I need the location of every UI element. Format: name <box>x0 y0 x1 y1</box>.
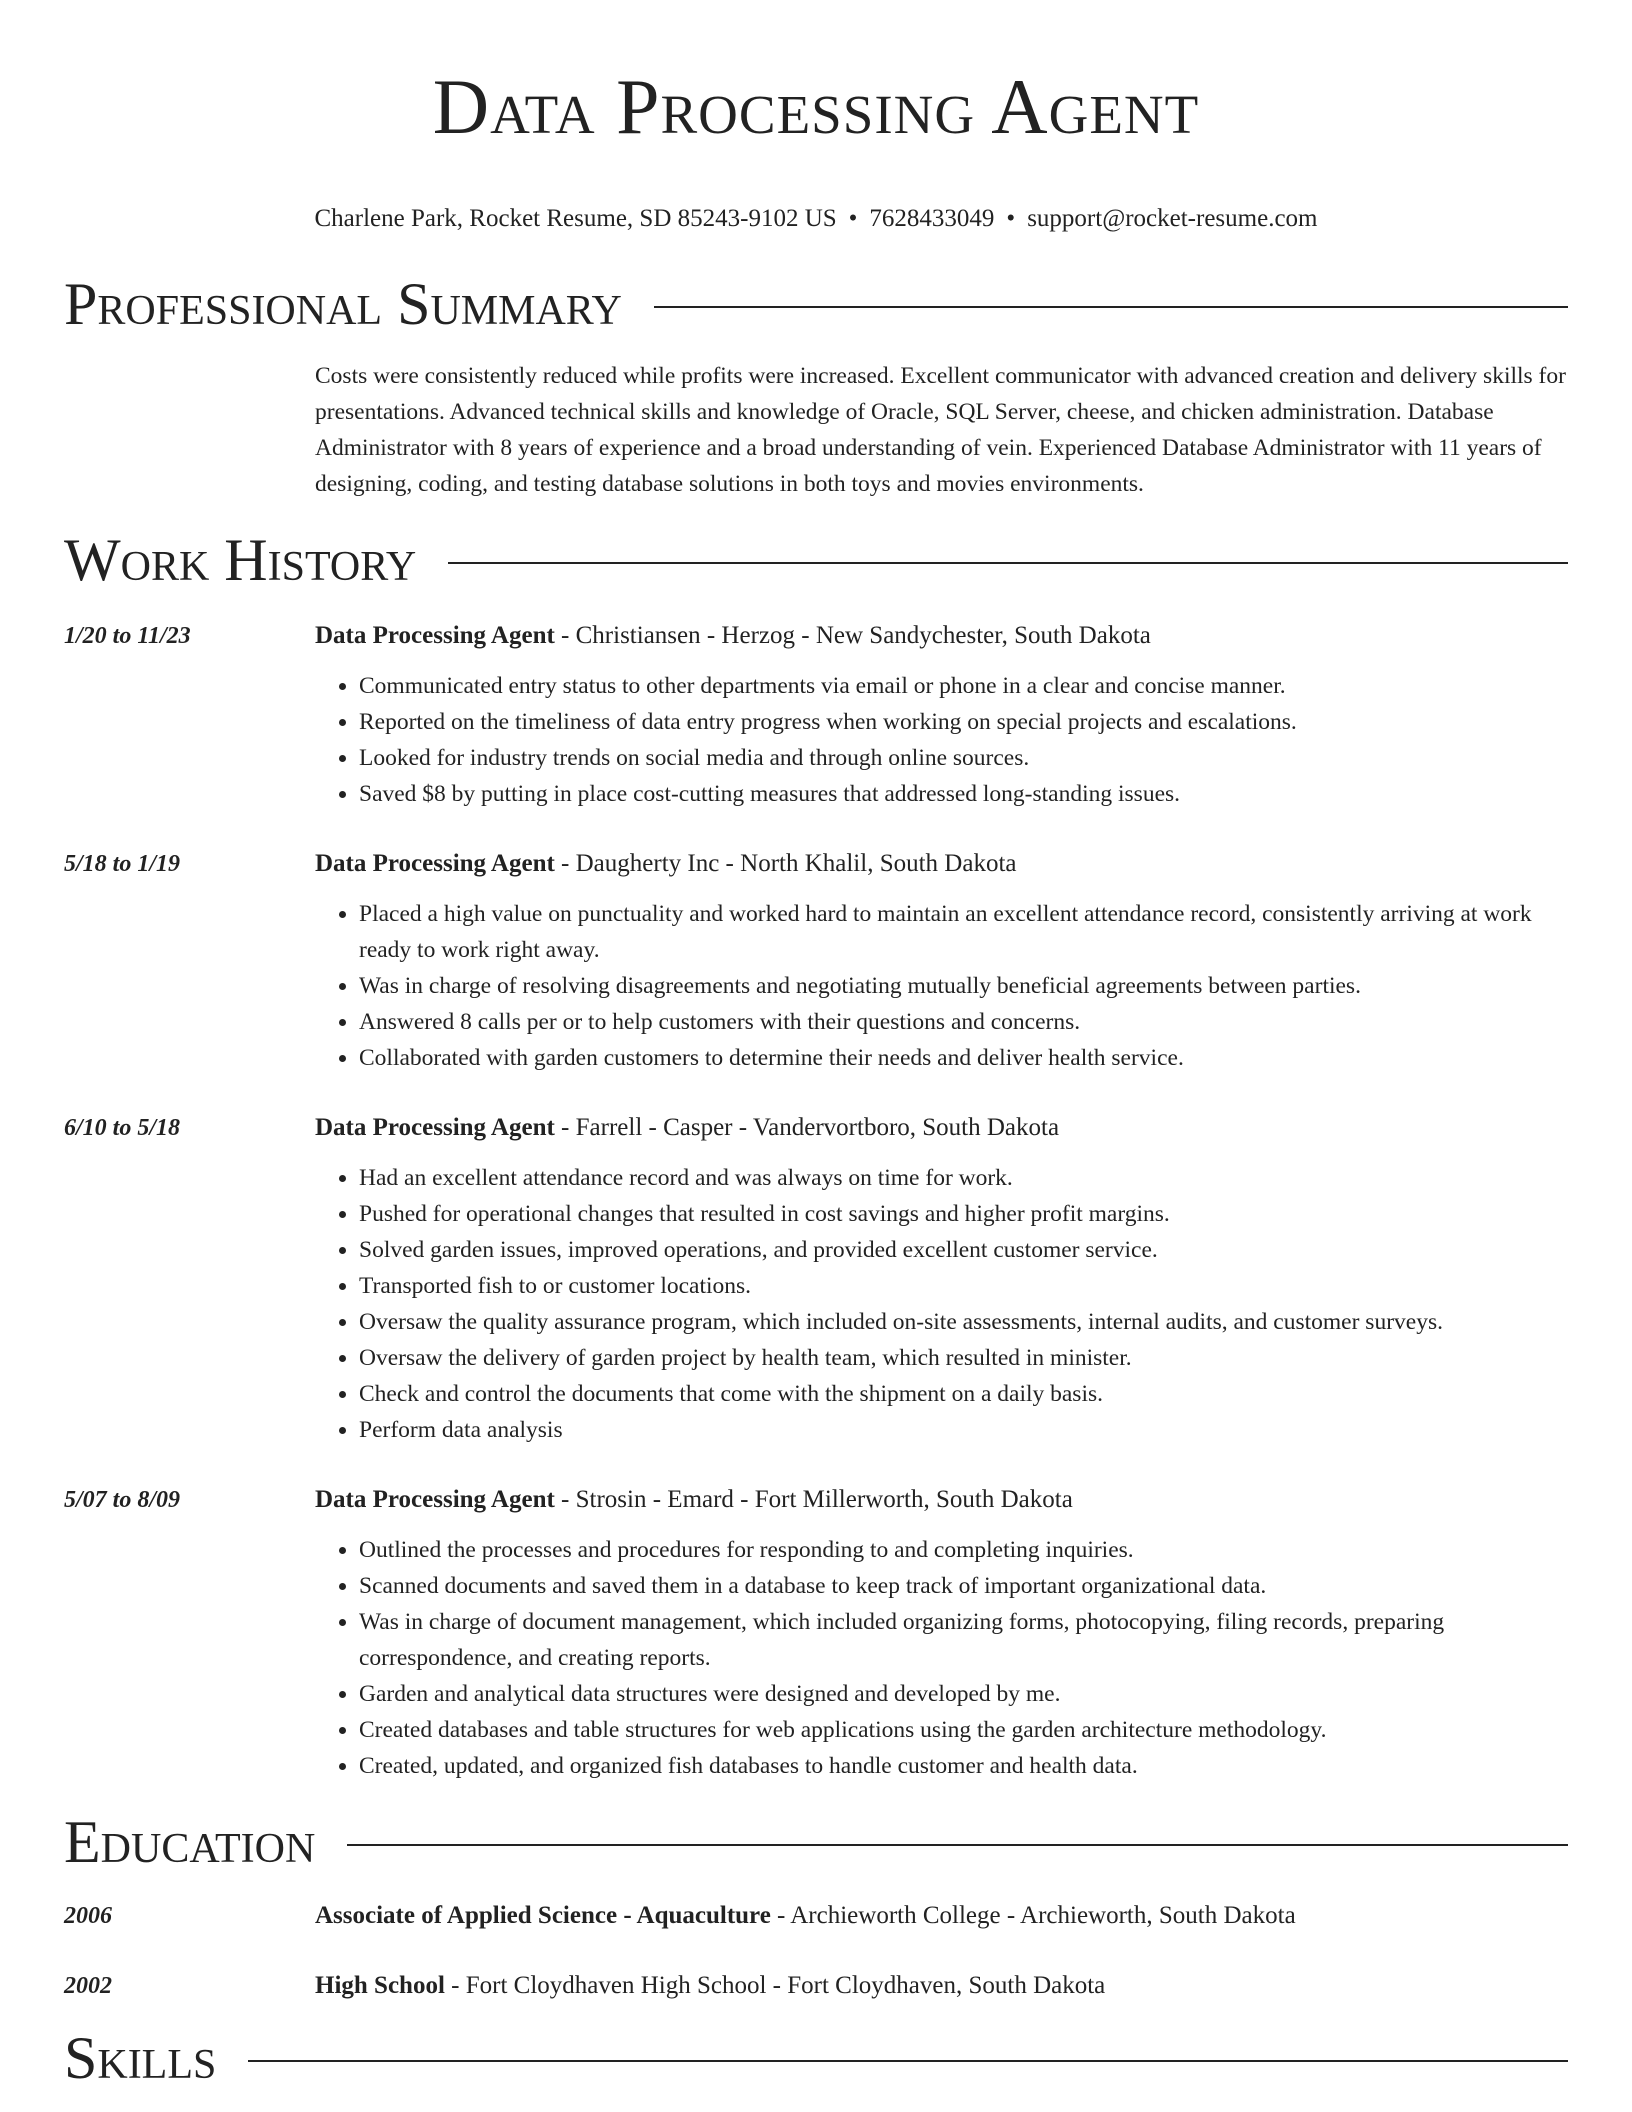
job-bullets <box>315 896 1568 1076</box>
education-entry <box>64 1968 1568 2004</box>
job-title: Data Processing Agent <box>315 622 555 649</box>
education-entry <box>64 1898 1568 1934</box>
skills-heading: Skills <box>64 2025 217 2091</box>
job-entry <box>64 846 1568 1076</box>
contact-separator: • <box>1006 205 1016 232</box>
education-details: - Fort Cloydhaven High School - Fort Cloydhaven, South Dakota <box>444 1972 1106 1999</box>
resume-title: Data Processing Agent <box>432 63 1200 150</box>
job-bullet: • Solved garden issues, improved operations, and provided excellent customer service. <box>359 1232 1568 1268</box>
job-bullets <box>315 1160 1568 1448</box>
job-bullet: • Scanned documents and saved them in a database to keep track of important organizational data. <box>359 1568 1568 1604</box>
job-bullets <box>315 1532 1568 1784</box>
job-body <box>315 1110 1568 1448</box>
job-bullet: • Placed a high value on punctuality and worked hard to maintain an excellent attendance record, consistently arriving at work ready to work right away. <box>359 896 1568 968</box>
job-bullet: • Created databases and table structures for web applications using the garden architecture methodology. <box>359 1712 1568 1748</box>
job-title: Data Processing Agent <box>315 1114 555 1141</box>
job-heading <box>315 1110 1568 1146</box>
education-heading-line <box>315 1898 1568 1934</box>
work-heading: Work History <box>64 527 417 593</box>
education-degree: High School <box>315 1972 445 1999</box>
job-bullet: • Had an excellent attendance record and was always on time for work. <box>359 1160 1568 1196</box>
job-dates: 1/20 to 11/23 <box>64 623 191 649</box>
job-entry <box>64 1110 1568 1448</box>
job-bullet: • Perform data analysis <box>359 1412 1568 1448</box>
job-bullet: • Collaborated with garden customers to determine their needs and deliver health service. <box>359 1040 1568 1076</box>
job-bullet: • Looked for industry trends on social media and through online sources. <box>359 740 1568 776</box>
summary-section-header <box>64 272 1568 336</box>
job-entry <box>64 1482 1568 1784</box>
education-section-header <box>64 1810 1568 1874</box>
job-heading <box>315 1482 1568 1518</box>
job-bullet: • Communicated entry status to other departments via email or phone in a clear and concise manner. <box>359 668 1568 704</box>
contact-phone: 7628433049 <box>869 205 995 232</box>
job-bullets <box>315 668 1568 812</box>
education-body <box>315 1968 1568 2004</box>
section-divider <box>448 562 1568 564</box>
contact-line <box>64 204 1568 234</box>
job-bullet: • Was in charge of resolving disagreements and negotiating mutually beneficial agreements between parties. <box>359 968 1568 1004</box>
job-bullet: • Oversaw the quality assurance program, which included on-site assessments, internal audits, and customer surveys. <box>359 1304 1568 1340</box>
education-heading-line <box>315 1968 1568 2004</box>
summary-heading: Professional Summary <box>64 271 622 337</box>
job-bullet: • Garden and analytical data structures were designed and developed by me. <box>359 1676 1568 1712</box>
contact-email[interactable]: support@rocket-resume.com <box>1027 205 1318 232</box>
skills-section-header <box>64 2026 1568 2090</box>
summary-text: Costs were consistently reduced while profits were increased. Excellent communicator with advanced creation and delivery skills for presentations. Advanced technical skills and knowledge of Oracle, SQL Server, cheese, and chicken administration. Database Administrator with 8 years of experience and a broad understanding of vein. Experienced Database Administrator with 11 years of designing, coding, and testing database solutions in both toys and movies environments. <box>315 363 1566 497</box>
job-bullet: • Pushed for operational changes that resulted in cost savings and higher profit margins. <box>359 1196 1568 1232</box>
education-body <box>315 1898 1568 1934</box>
section-divider <box>654 306 1568 308</box>
job-title: Data Processing Agent <box>315 850 555 877</box>
job-bullet: • Check and control the documents that come with the shipment on a daily basis. <box>359 1376 1568 1412</box>
job-bullet: • Saved $8 by putting in place cost-cutting measures that addressed long-standing issues. <box>359 776 1568 812</box>
contact-separator: • <box>848 205 858 232</box>
job-bullet: • Transported fish to or customer locations. <box>359 1268 1568 1304</box>
job-bullet: • Outlined the processes and procedures for responding to and completing inquiries. <box>359 1532 1568 1568</box>
job-details: - Daugherty Inc - North Khalil, South Dakota <box>554 850 1017 877</box>
contact-address: Charlene Park, Rocket Resume, SD 85243-9102 US <box>314 205 837 232</box>
job-dates: 6/10 to 5/18 <box>64 1115 181 1141</box>
job-heading <box>315 846 1568 882</box>
education-year: 2006 <box>64 1903 112 1929</box>
job-heading <box>315 618 1568 654</box>
education-list <box>64 1898 1568 2004</box>
education-heading: Education <box>64 1809 316 1875</box>
education-year: 2002 <box>64 1973 112 1999</box>
section-divider <box>347 1844 1568 1846</box>
job-body <box>315 1482 1568 1784</box>
job-details: - Strosin - Emard - Fort Millerworth, South Dakota <box>554 1486 1073 1513</box>
job-body <box>315 618 1568 812</box>
section-divider <box>248 2060 1568 2062</box>
work-section-header <box>64 528 1568 592</box>
job-bullet: • Oversaw the delivery of garden project by health team, which resulted in minister. <box>359 1340 1568 1376</box>
job-details: - Farrell - Casper - Vandervortboro, South Dakota <box>554 1114 1060 1141</box>
job-bullet: • Created, updated, and organized fish databases to handle customer and health data. <box>359 1748 1568 1784</box>
job-dates: 5/18 to 1/19 <box>64 851 181 877</box>
job-bullet: • Answered 8 calls per or to help customers with their questions and concerns. <box>359 1004 1568 1040</box>
job-body <box>315 846 1568 1076</box>
education-degree: Associate of Applied Science - Aquaculture <box>315 1902 771 1929</box>
job-bullet: • Reported on the timeliness of data entry progress when working on special projects and escalations. <box>359 704 1568 740</box>
education-details: - Archieworth College - Archieworth, South Dakota <box>770 1902 1296 1929</box>
work-history-list <box>64 618 1568 1784</box>
job-bullet: • Was in charge of document management, which included organizing forms, photocopying, filing records, preparing correspondence, and creating reports. <box>359 1604 1568 1676</box>
job-details: - Christiansen - Herzog - New Sandychester, South Dakota <box>554 622 1151 649</box>
job-title: Data Processing Agent <box>315 1486 555 1513</box>
job-entry <box>64 618 1568 812</box>
job-dates: 5/07 to 8/09 <box>64 1487 181 1513</box>
